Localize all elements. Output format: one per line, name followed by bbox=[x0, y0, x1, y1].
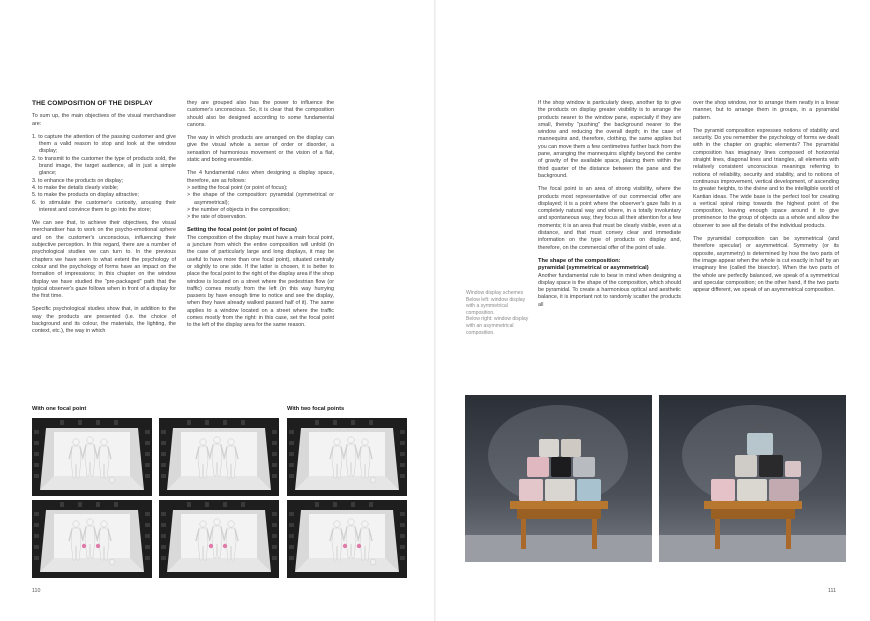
body-paragraph: The composition of the display must have a main focal point, a juncture from which the entire composition will unfold (in the case of particularly large and long displays, it may be useful to have more than one focal point), situated centrally or slightly to one side. If the latter is chosen, it is better to place the focal point to the right of the display area if the shop window is located on a street where the pedestrian flow (or traffic) comes mostly from the left (in this way hurrying passers by have enough time to notice and see the display, when they have already walked passed half of it). The same applies to a window located on a street where the traffic comes mostly from the right: in this case, set the focal point to the left of the display area for the same reason. bbox=[187, 234, 334, 329]
window-scheme-thumbnail bbox=[159, 500, 279, 578]
right-column-1 bbox=[538, 100, 681, 315]
left-column-1 bbox=[32, 100, 176, 342]
list-item: 5. to make the products on display attractive; bbox=[32, 192, 139, 199]
body-paragraph: The focal point is an area of strong visibility, where the products most representative of our commercial offer are displayed; it is a point where the observer's gaze falls in a completely natural way and where, in a totally involuntary and spontaneous way, they focus all their attention for a few moments; it is an area that must be clearly visible, even at a distance, and that must convey clear and immediate information on the type of products on display and, therefore, on the commercial offer of the point of sale. bbox=[538, 186, 681, 251]
list-item: > the shape of the composition: pyramidal (symmetrical or asymmetrical); bbox=[187, 192, 334, 206]
body-paragraph: Another fundamental rule to bear in mind when designing a display space is the shape of the composition, which should be pyramidal. To create a harmonious optical and aesthetic balance, it is important not to randomly scatter the products all bbox=[538, 272, 681, 308]
figure-label-two-focal: With two focal points bbox=[287, 406, 345, 412]
intro-paragraph: To sum up, the main objectives of the visual merchandiser are: bbox=[32, 113, 176, 127]
figure-label-one-focal: With one focal point bbox=[32, 406, 87, 412]
symmetrical-display-photo bbox=[465, 395, 652, 562]
page-spine bbox=[434, 0, 436, 621]
rules-list bbox=[187, 185, 334, 221]
body-paragraph: The pyramidal composition can be symmetrical (and therefore specular) or asymmetrical. Symmetry (or its opposite, asymmetry) is determined by how the two parts of the image appear when the whole is cut exactly in half by an imaginary line (called the bisector). When the two parts of the whole are perfectly balanced, we speak of a symmetrical and specular composition; on the other hand, if the two parts appear different, we speak of an asymmetrical composition. bbox=[693, 236, 839, 294]
subheading-shape: The shape of the composition: bbox=[538, 257, 621, 264]
figure-caption bbox=[466, 290, 532, 336]
section-heading: THE COMPOSITION OF THE DISPLAY bbox=[32, 100, 153, 107]
page-number-left: 110 bbox=[32, 588, 41, 594]
caption-line: Below left: window display with a symmetrical composition. bbox=[466, 296, 526, 316]
window-scheme-thumbnail bbox=[287, 500, 407, 578]
window-scheme-thumbnail bbox=[159, 418, 279, 496]
body-paragraph: The way in which products are arranged on the display can give the visual whole a sense of order or disorder, a sensation of harmonious movement or the vision of a flat, static and boring ensemble. bbox=[187, 135, 334, 164]
page-number-right: 111 bbox=[828, 588, 837, 594]
asymmetrical-display-photo bbox=[659, 395, 846, 562]
body-paragraph: We can see that, to achieve their objectives, the visual merchandiser has to work on the psycho-emotional sphere and on the customer's unconscious, influencing their subjective perception. In this regard, there are a number of psychological studies we can turn to. In the previous chapters we have seen to what extent the psychology of colour and the psychology of forms have an impact on the formation of impressions; in this chapter on the window display we have studied the "pre-packaged" path that the typical observer's gaze follows when in front of a display for the first time. bbox=[32, 220, 176, 300]
body-paragraph: The pyramid composition expresses notions of stability and security. Do you remember the psychology of forms we dealt with in the chapter on graphic elements? The pyramidal composition has imaginary lines composed of horizontal straight lines, diagonal lines and triangles, all elements with relatively consistent unconscious meanings referring to notions of reliability, security and stability, and to notions of continuous improvement, vertical development, of ascending to greater heights, to the divine and to the intelligible world of Kantian ideas. The wide base is the perfect tool for creating a vertical spiral rising towards the highest point of the composition, leaving enough space around it to give prominence to the group of objects as a whole and allow the observer to see all the details of the individual products. bbox=[693, 127, 839, 229]
subheading-pyramidal: pyramidal (symmetrical or asymmetrical) bbox=[538, 265, 649, 272]
caption-line: Window display schemes bbox=[466, 290, 524, 296]
list-item: 2. to transmit to the customer the type of products sold, the brand image, the target audience, all in just a simple glance; bbox=[32, 155, 176, 177]
objectives-list bbox=[32, 134, 176, 214]
list-item: 6. to stimulate the customer's curiosity, arousing their interest and convince them to go into the store; bbox=[32, 199, 176, 213]
window-scheme-thumbnail bbox=[287, 418, 407, 496]
list-item: 3. to enhance the products on display; bbox=[32, 177, 124, 184]
subheading-focal-point: Setting the focal point (or point of focus) bbox=[187, 227, 297, 234]
window-scheme-thumbnail bbox=[32, 418, 152, 496]
list-item: > setting the focal point (or point of focus); bbox=[187, 184, 288, 191]
right-column-2 bbox=[693, 100, 839, 300]
body-paragraph: If the shop window is particularly deep, another tip to give the products on display greater visibility is to arrange the products nearer to the window pane, especially if they are small, thereby "pushing" the background nearer to the window and reducing the overall depth; in the case of mannequins and, therefore, clothing, the same applies but you can move them a few centimetres further back from the pane, arranging the mannequins slightly beyond the centre of gravity of the available space, placing them within the third quarter of the distance between the pane and the background. bbox=[538, 100, 681, 179]
list-item: > the rate of observation. bbox=[187, 214, 247, 221]
left-column-2 bbox=[187, 100, 334, 336]
caption-line: Below right: window display with an asymmetrical composition. bbox=[466, 316, 529, 336]
list-item: 4. to make the details clearly visible; bbox=[32, 184, 119, 191]
window-scheme-thumbnail bbox=[32, 500, 152, 578]
body-paragraph: they are grouped also has the power to influence the customer's unconscious. So, it is clear that the composition should also be designed according to some fundamental canons. bbox=[187, 100, 334, 128]
list-item: 1. to capture the attention of the passing customer and give them a valid reason to stop and look at the window display; bbox=[32, 133, 176, 155]
body-paragraph: over the shop window, nor to arrange them neatly in a linear manner, but to arrange them in groups, in a pyramidal pattern. bbox=[693, 100, 839, 121]
list-item: > the number of objects in the composition; bbox=[187, 206, 290, 213]
body-paragraph: The 4 fundamental rules when designing a display space, therefore, are as follows: bbox=[187, 170, 334, 184]
body-paragraph: Specific psychological studies show that, in addition to the way the products are presented (i.e. the choice of background and its colour, the materials, the lighting, the context, etc.), the way in which bbox=[32, 306, 176, 335]
